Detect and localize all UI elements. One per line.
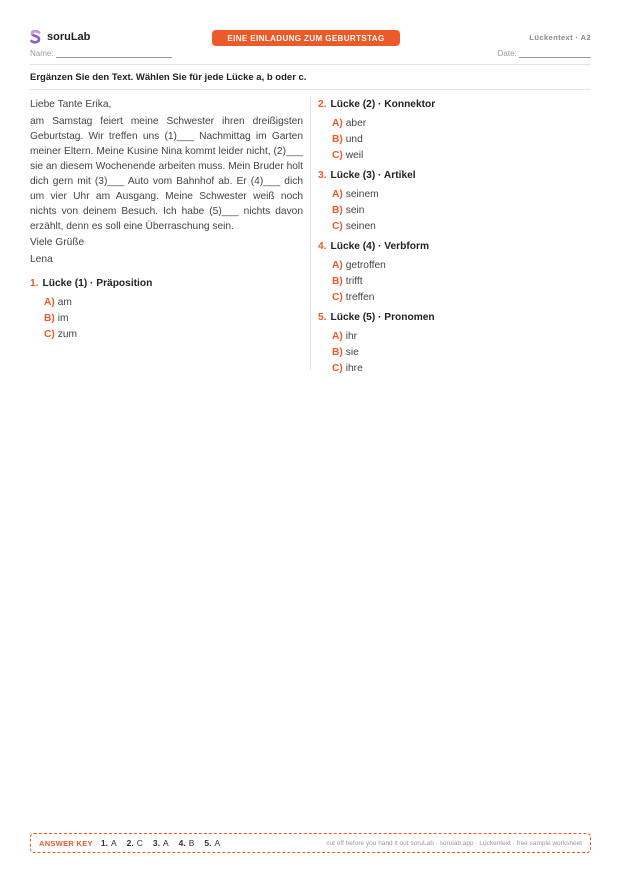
question-title: Lücke (3) · Artikel [330, 170, 416, 181]
left-column [30, 97, 303, 344]
answer-key-item [127, 838, 143, 848]
option-text: sein [345, 205, 365, 216]
answer-key-note: cut off before you hand it out soruLab · sorulab.app · Lückentext · free sample worksheet [326, 840, 582, 847]
option-a[interactable] [318, 116, 588, 132]
answer-value: A [162, 838, 169, 848]
option-c[interactable] [318, 219, 588, 235]
letter-signature: Lena [30, 254, 53, 265]
answer-number: 4. [178, 838, 186, 848]
option-c[interactable] [318, 361, 588, 377]
date-label: Date: [497, 49, 517, 58]
option-text: seinen [345, 221, 376, 232]
question-number: 2. [318, 99, 327, 110]
question-1 [30, 276, 303, 343]
option-text: getroffen [345, 260, 386, 271]
answer-key-item [101, 838, 117, 848]
brand-mark-icon [30, 30, 41, 44]
question-number: 5. [318, 312, 327, 323]
instruction-divider [30, 89, 591, 90]
answer-key [30, 833, 591, 853]
question-heading [30, 276, 303, 291]
option-b[interactable] [318, 345, 588, 361]
question-heading [318, 97, 588, 112]
option-text: und [345, 134, 363, 145]
option-text: zum [57, 329, 77, 340]
name-blank[interactable] [56, 48, 172, 58]
option-a[interactable] [30, 295, 303, 311]
question-title: Lücke (1) · Präposition [42, 278, 153, 289]
brand-name: soruLab [47, 31, 91, 43]
option-letter: A) [332, 331, 343, 342]
option-letter: B) [332, 205, 343, 216]
option-letter: A) [332, 260, 343, 271]
answer-value: A [110, 838, 117, 848]
question-number: 4. [318, 241, 327, 252]
instruction: Ergänzen Sie den Text. Wählen Sie für jede Lücke a, b oder c. [30, 72, 307, 83]
question-number: 3. [318, 170, 327, 181]
answer-number: 1. [100, 838, 108, 848]
question-4 [318, 239, 588, 306]
option-letter: B) [332, 276, 343, 287]
question-title: Lücke (5) · Pronomen [330, 312, 435, 323]
option-text: seinem [345, 189, 379, 200]
column-divider [310, 96, 311, 370]
option-text: am [57, 297, 72, 308]
answer-value: A [214, 838, 221, 848]
option-c[interactable] [318, 290, 588, 306]
option-text: treffen [345, 292, 375, 303]
option-b[interactable] [318, 274, 588, 290]
right-column [318, 97, 588, 381]
header [30, 30, 591, 46]
letter-closing: Viele Grüße [30, 237, 85, 248]
answer-key-label: ANSWER KEY [39, 838, 93, 848]
header-divider [30, 64, 591, 65]
answer-number: 3. [152, 838, 160, 848]
option-text: sie [345, 347, 359, 358]
letter-salutation: Liebe Tante Erika, [30, 99, 112, 110]
option-letter: C) [332, 221, 343, 232]
option-letter: C) [332, 363, 343, 374]
answer-number: 2. [126, 838, 134, 848]
option-text: trifft [345, 276, 363, 287]
worksheet-level: Lückentext · A2 [529, 33, 591, 42]
option-letter: B) [332, 347, 343, 358]
date-field[interactable] [498, 48, 591, 58]
option-text: ihr [345, 331, 358, 342]
question-2 [318, 97, 588, 164]
option-a[interactable] [318, 329, 588, 345]
name-label: Name: [30, 49, 54, 58]
question-number: 1. [30, 278, 39, 289]
option-letter: C) [332, 150, 343, 161]
option-c[interactable] [318, 148, 588, 164]
option-letter: C) [44, 329, 55, 340]
option-letter: B) [332, 134, 343, 145]
question-heading [318, 310, 588, 325]
question-5 [318, 310, 588, 377]
option-text: aber [345, 118, 367, 129]
answer-value: C [136, 838, 143, 848]
brand-logo [30, 30, 90, 44]
question-3 [318, 168, 588, 235]
worksheet-page [30, 0, 591, 877]
option-a[interactable] [318, 258, 588, 274]
question-heading [318, 168, 588, 183]
answer-key-item [153, 838, 169, 848]
option-letter: B) [44, 313, 55, 324]
question-heading [318, 239, 588, 254]
option-text: im [57, 313, 69, 324]
option-b[interactable] [318, 132, 588, 148]
letter-body: am Samstag feiert meine Schwester ihren dreißigsten Geburtstag. Wir treffen uns (1)___ Nachmittag im Garten meiner Eltern. Meine Kusine Nina kommt leider nicht, (2)___ sie an diesem Wochenende arbeiten muss. Mein Bruder holt dich gern mit (3)___ Auto vom Bahnhof ab. Er (4)___ dich um vier Uhr am Ausgang. Meine Schwester weiß noch nichts von deinem Besuch. Ich habe (5)___ nichts davon erzählt, denn es soll eine Überraschung sein. [30, 116, 303, 232]
answer-key-item [179, 838, 195, 848]
name-field[interactable] [30, 48, 172, 58]
option-text: ihre [345, 363, 363, 374]
question-title: Lücke (4) · Verbform [330, 241, 430, 252]
option-letter: A) [44, 297, 55, 308]
option-letter: A) [332, 118, 343, 129]
worksheet-title: EINE EINLADUNG ZUM GEBURTSTAG [212, 30, 400, 46]
option-a[interactable] [318, 187, 588, 203]
option-c[interactable] [30, 327, 303, 343]
option-letter: C) [332, 292, 343, 303]
answer-number: 5. [204, 838, 212, 848]
option-text: weil [345, 150, 364, 161]
student-fields [30, 48, 591, 60]
question-title: Lücke (2) · Konnektor [330, 99, 436, 110]
option-letter: A) [332, 189, 343, 200]
option-b[interactable] [318, 203, 588, 219]
date-blank[interactable] [519, 48, 591, 58]
answer-key-item [204, 838, 220, 848]
option-b[interactable] [30, 311, 303, 327]
answer-value: B [188, 838, 195, 848]
